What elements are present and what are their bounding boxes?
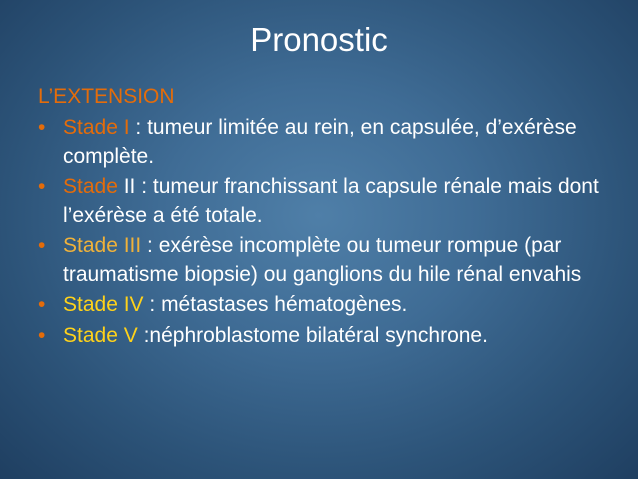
stage-description: : métastases hématogènes. [143, 293, 408, 316]
bullet-icon: • [38, 293, 46, 316]
stage-label: Stade IV [63, 293, 144, 316]
stage-description: :néphroblastome bilatéral synchrone. [137, 323, 488, 347]
stage-description: : tumeur franchissant la capsule rénale mais dont l’exérèse a été totale. [63, 175, 599, 227]
stage-label: Stade III [63, 234, 142, 257]
stage-label: Stade I [63, 116, 130, 139]
stage-label: Stade [63, 175, 118, 198]
slide-title: Pronostic [250, 21, 388, 58]
section-heading: L’EXTENSION [38, 85, 175, 108]
bullet-icon: • [38, 175, 46, 198]
list-item [0, 173, 638, 230]
bullet-icon: • [38, 323, 46, 347]
bullet-icon: • [38, 116, 46, 139]
list-item [0, 322, 638, 351]
list-item [0, 114, 638, 171]
stage-description: : tumeur limitée au rein, en capsulée, d’exérèse complète. [63, 116, 577, 168]
list-item [0, 291, 638, 320]
bullet-icon: • [38, 234, 46, 257]
stage-label: Stade V [63, 323, 138, 347]
stage-description: : exérèse incomplète ou tumeur rompue (par traumatisme biopsie) ou ganglions du hile rénal envahis [63, 234, 582, 286]
stage-number: II [117, 175, 136, 198]
bullet-list [0, 114, 638, 352]
list-item [0, 232, 638, 289]
